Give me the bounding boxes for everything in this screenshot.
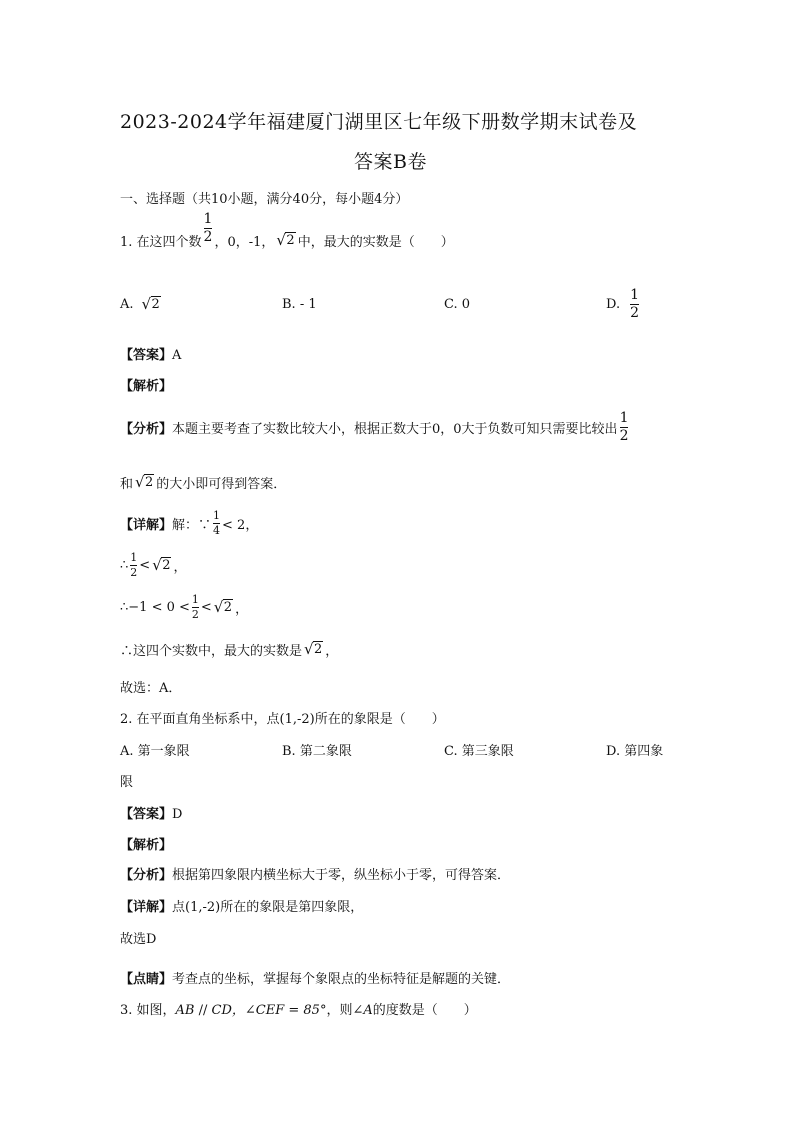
sqrt-radicand: 2 — [314, 642, 323, 657]
detail-label: 【详解】 — [120, 900, 173, 915]
q2-option-b: B. 第二象限 — [282, 744, 352, 759]
detail-post: < 2， — [222, 517, 259, 533]
q1-prefix: 1. 在这四个数 — [120, 234, 202, 250]
fenxi-text: 本题主要考查了实数比较大小，根据正数大于0，0大于负数可知只需要比较出 — [172, 421, 618, 437]
fraction-numerator: 1 — [191, 593, 199, 606]
q1-detail-step1 — [120, 510, 258, 536]
answer-value: D — [172, 807, 183, 822]
q1-option-d — [606, 288, 641, 320]
fraction-denominator: 2 — [203, 228, 213, 245]
fraction-numerator: 1 — [630, 287, 640, 303]
answer-value: A — [172, 348, 182, 363]
sqrt-radicand: 2 — [223, 599, 233, 615]
fraction-numerator: 1 — [130, 551, 138, 564]
fraction-numerator: 1 — [203, 211, 213, 227]
q3-mid: ，则 — [326, 1003, 353, 1018]
fenxi-cont-post: 的大小即可得到答案． — [156, 477, 287, 492]
q1-conclusion: 故选：A． — [120, 681, 182, 696]
q1-option-b: B. - 1 — [282, 297, 317, 312]
q1-answer — [120, 344, 181, 363]
q1-option-a — [120, 297, 163, 312]
question-3-stem — [120, 999, 477, 1018]
detail-pre: 解：∵ — [172, 517, 212, 533]
step3-fraction — [192, 594, 199, 620]
q2-detail — [120, 896, 363, 915]
step-post: ， — [325, 644, 339, 659]
q1-option-c: C. 0 — [444, 297, 471, 312]
less-than: < — [200, 599, 212, 615]
q2-analysis-label: 【解析】 — [120, 838, 173, 853]
q3-parallel: // — [194, 1003, 212, 1018]
q1-sqrt2 — [276, 233, 295, 248]
fraction-denominator: 2 — [191, 607, 199, 621]
q3-angle-cef: ，∠CEF = 85° — [231, 1003, 327, 1018]
step-pre: ∴ — [120, 557, 129, 573]
detail-text: 点(1,-2)所在的象限是第四象限， — [172, 900, 364, 915]
q1-option-a-sqrt — [142, 297, 161, 312]
fraction-numerator: 1 — [213, 509, 221, 522]
q1-fraction-half — [204, 212, 213, 244]
step2-fraction — [130, 552, 137, 578]
section-header: 一、选择题（共10小题，满分40分，每小题4分） — [120, 192, 409, 207]
fraction-denominator: 4 — [213, 523, 221, 537]
fenxi-text: 根据第四象限内横坐标大于零，纵坐标小于零，可得答案． — [172, 868, 511, 883]
q2-fenxi — [120, 864, 510, 883]
q3-prefix: 3. 如图， — [120, 1003, 176, 1018]
step-post: ， — [235, 601, 249, 617]
answer-label: 【答案】 — [120, 807, 173, 822]
sqrt-radicand: 2 — [151, 297, 160, 312]
q1-detail-step2 — [120, 552, 186, 578]
question-1-stem — [120, 211, 454, 256]
fraction-denominator: 2 — [619, 427, 629, 444]
q1-suffix: 中，最大的实数是（ ） — [297, 234, 454, 250]
q1-fenxi-continued — [120, 473, 286, 492]
dianjing-text: 考查点的坐标，掌握每个象限点的坐标特征是解题的关键． — [172, 972, 511, 987]
q2-option-d: D. 第四象 — [606, 744, 664, 759]
fraction-denominator: 2 — [630, 304, 640, 321]
answer-label: 【答案】 — [120, 348, 173, 363]
fenxi-label: 【分析】 — [120, 868, 173, 883]
q2-option-a: A. 第一象限 — [120, 744, 190, 759]
fenxi-label: 【分析】 — [120, 421, 173, 437]
dianjing-label: 【点睛】 — [120, 972, 173, 987]
q1-mid: ，0，-1， — [214, 234, 275, 250]
q2-option-c: C. 第三象限 — [444, 744, 514, 759]
q1-fenxi — [120, 411, 630, 443]
option-letter: D. — [606, 296, 621, 312]
option-letter: A. — [120, 297, 134, 312]
question-2-stem: 2. 在平面直角坐标系中，点(1,-2)所在的象限是（ ） — [120, 712, 445, 727]
q3-suffix: 的度数是（ ） — [372, 1003, 477, 1018]
less-than: < — [139, 557, 151, 573]
step4-sqrt — [304, 642, 323, 657]
q1-option-d-fraction — [630, 288, 639, 320]
step3-sqrt — [214, 600, 233, 615]
sqrt-radicand: 2 — [162, 557, 171, 573]
q2-option-d-wrap: 限 — [120, 775, 134, 790]
q2-dianjing — [120, 968, 510, 987]
page-title-line1: 2023-2024学年福建厦门湖里区七年级下册数学期末试卷及 — [120, 111, 638, 133]
fraction-numerator: 1 — [619, 410, 629, 426]
q3-line-cd: CD — [211, 1003, 232, 1018]
detail-label: 【详解】 — [120, 517, 173, 533]
page-title-line2: 答案B卷 — [354, 151, 427, 173]
q3-angle-a: ∠A — [352, 1003, 373, 1018]
sqrt-radicand: 2 — [286, 232, 295, 248]
q3-line-ab: AB — [175, 1003, 195, 1018]
q1-analysis-label: 【解析】 — [120, 379, 173, 394]
q1-detail-step4 — [120, 640, 338, 659]
sqrt-radicand: 2 — [145, 475, 154, 490]
q1-detail-step3 — [120, 594, 248, 620]
q2-answer — [120, 803, 182, 822]
fenxi-cont-pre: 和 — [120, 477, 134, 492]
step-pre: ∴这四个实数中，最大的实数是 — [120, 644, 303, 659]
q2-conclusion: 故选D — [120, 932, 157, 947]
fraction-denominator: 2 — [130, 565, 138, 579]
step-post: ， — [173, 559, 187, 575]
step2-sqrt — [152, 558, 171, 573]
q1-quarter-fraction — [213, 510, 220, 536]
q1-fenxi-sqrt — [135, 475, 154, 490]
step-pre: ∴−1 < 0 < — [120, 599, 190, 615]
q1-fenxi-fraction — [620, 411, 629, 443]
